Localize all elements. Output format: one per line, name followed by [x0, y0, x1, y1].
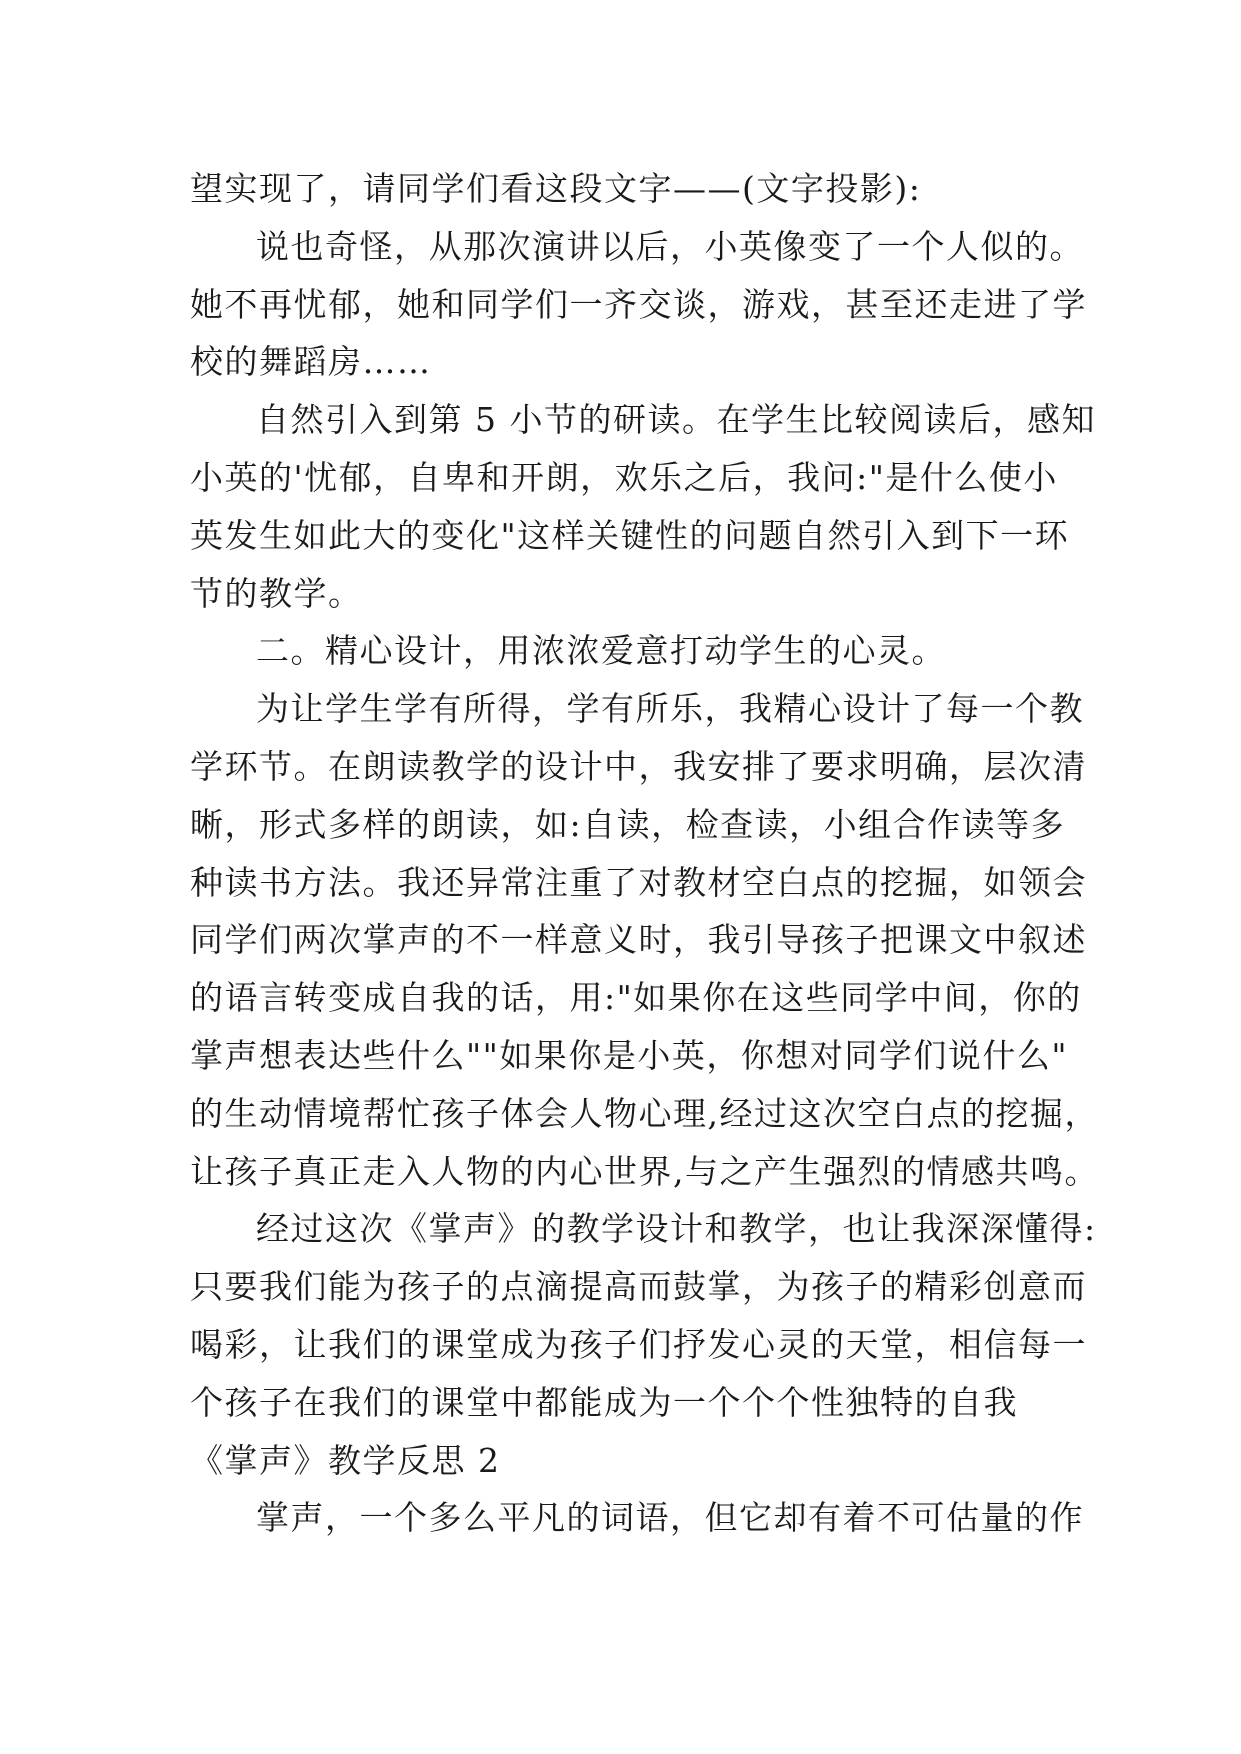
- text-line-11: 学环节。在朗读教学的设计中，我安排了要求明确，层次清: [190, 746, 1087, 786]
- text-line-4: 校的舞蹈房……: [190, 342, 432, 382]
- text-line-21: 喝彩，让我们的课堂成为孩子们抒发心灵的天堂，相信每一: [190, 1324, 1087, 1364]
- section-heading-line: 二。精心设计，用浓浓爱意打动学生的心灵。: [256, 631, 946, 671]
- text-line-15: 的语言转变成自我的话，用:"如果你在这些同学中间，你的: [190, 978, 1082, 1018]
- text-line-7: 英发生如此大的变化"这样关键性的问题自然引入到下一环: [190, 515, 1070, 555]
- text-line-20: 只要我们能为孩子的点滴提高而鼓掌，为孩子的精彩创意而: [190, 1267, 1087, 1307]
- text-line-18: 让孩子真正走入人物的内心世界,与之产生强烈的情感共鸣。: [190, 1151, 1099, 1191]
- text-line-6: 小英的'忧郁，自卑和开朗，欢乐之后，我问:"是什么使小: [190, 457, 1058, 497]
- text-line-16: 掌声想表达些什么""如果你是小英，你想对同学们说什么": [190, 1035, 1069, 1075]
- document-body: [190, 160, 1099, 1547]
- text-line-22: 个孩子在我们的课堂中都能成为一个个个性独特的自我: [190, 1382, 1018, 1422]
- text-line-24: 掌声，一个多么平凡的词语，但它却有着不可估量的作: [256, 1498, 1084, 1538]
- text-line-3: 她不再忧郁，她和同学们一齐交谈，游戏，甚至还走进了学: [190, 284, 1087, 324]
- text-line-10: 为让学生学有所得，学有所乐，我精心设计了每一个教: [256, 689, 1084, 729]
- article-title-line: 《掌声》教学反思 2: [190, 1440, 501, 1480]
- text-line-2: 说也奇怪，从那次演讲以后，小英像变了一个人似的。: [256, 226, 1084, 266]
- text-line-1: 望实现了，请同学们看这段文字——(文字投影):: [190, 169, 922, 208]
- text-line-8: 节的教学。: [190, 573, 363, 613]
- text-line-19: 经过这次《掌声》的教学设计和教学，也让我深深懂得:: [256, 1209, 1097, 1249]
- text-line-12: 晰，形式多样的朗读，如:自读，检查读，小组合作读等多: [190, 804, 1066, 844]
- text-line-14: 同学们两次掌声的不一样意义时，我引导孩子把课文中叙述: [190, 920, 1087, 960]
- text-line-5: 自然引入到第 5 小节的研读。在学生比较阅读后，感知: [256, 400, 1096, 440]
- text-line-13: 种读书方法。我还异常注重了对教材空白点的挖掘，如领会: [190, 862, 1087, 902]
- text-line-17: 的生动情境帮忙孩子体会人物心理,经过这次空白点的挖掘，: [190, 1093, 1099, 1133]
